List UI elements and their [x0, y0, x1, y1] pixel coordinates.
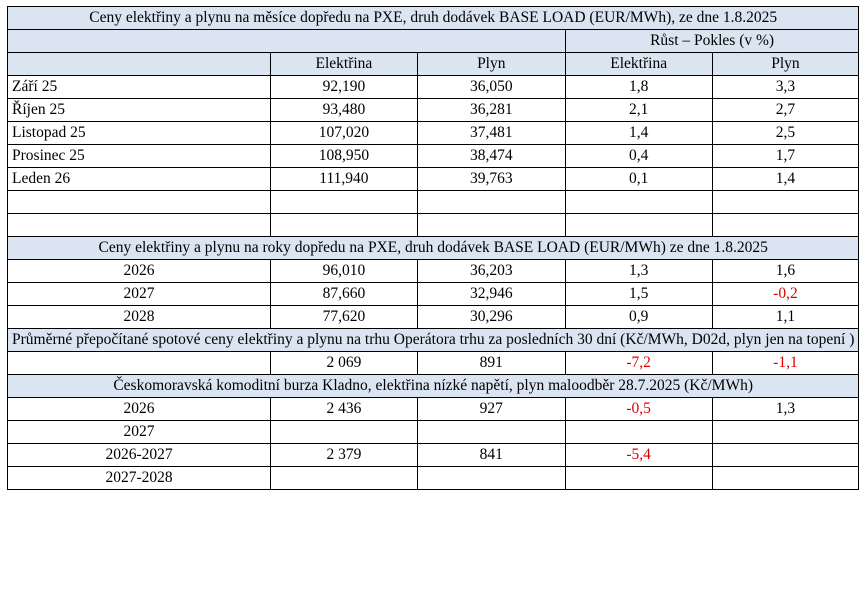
- table-row: [8, 444, 859, 467]
- empty-cell: [271, 191, 418, 214]
- gas-value: 36,281: [417, 99, 565, 122]
- electricity-value: 2 379: [271, 444, 418, 467]
- growth-electricity-value: 1,8: [565, 76, 712, 99]
- empty-cell: [417, 214, 565, 237]
- row-label: 2026: [8, 398, 271, 421]
- empty-cell: [417, 191, 565, 214]
- header-label-spacer: [8, 53, 271, 76]
- section4-title-row: [8, 375, 859, 398]
- empty-cell: [8, 191, 271, 214]
- empty-cell: [8, 214, 271, 237]
- growth-gas-value: [712, 421, 859, 444]
- electricity-value: 108,950: [271, 145, 418, 168]
- gas-value: 32,946: [417, 283, 565, 306]
- row-label: 2026: [8, 260, 271, 283]
- growth-gas-value: 2,5: [712, 122, 859, 145]
- col-growth-electricity-header: Elektřina: [565, 53, 712, 76]
- electricity-value: [271, 421, 418, 444]
- section3-title: Průměrné přepočítané spotové ceny elektřiny a plynu na trhu Operátora trhu za posledních 30 dní (Kč/MWh, D02d, plyn jen na topení ): [8, 329, 859, 352]
- electricity-value: 2 069: [271, 352, 418, 375]
- table-row: [8, 283, 859, 306]
- section2-title-row: [8, 237, 859, 260]
- gas-value: 37,481: [417, 122, 565, 145]
- electricity-value: 2 436: [271, 398, 418, 421]
- section1-title: Ceny elektřiny a plynu na měsíce dopředu na PXE, druh dodávek BASE LOAD (EUR/MWh), ze dne 1.8.2025: [8, 7, 859, 30]
- table-row: [8, 145, 859, 168]
- electricity-value: 87,660: [271, 283, 418, 306]
- empty-cell: [712, 191, 859, 214]
- growth-electricity-value: 0,4: [565, 145, 712, 168]
- row-label: 2027: [8, 283, 271, 306]
- electricity-value: 77,620: [271, 306, 418, 329]
- energy-prices-table: [7, 6, 859, 490]
- growth-gas-value: [712, 467, 859, 490]
- growth-electricity-value: 0,9: [565, 306, 712, 329]
- growth-gas-value: 1,3: [712, 398, 859, 421]
- growth-electricity-value: -7,2: [565, 352, 712, 375]
- table-row: [8, 421, 859, 444]
- col-gas-header: Plyn: [417, 53, 565, 76]
- growth-gas-value: 1,1: [712, 306, 859, 329]
- electricity-value: 92,190: [271, 76, 418, 99]
- table-row: [8, 352, 859, 375]
- growth-gas-value: -0,2: [712, 283, 859, 306]
- col-growth-gas-header: Plyn: [712, 53, 859, 76]
- growth-electricity-value: 1,4: [565, 122, 712, 145]
- table-row: [8, 398, 859, 421]
- table-row: [8, 306, 859, 329]
- empty-cell: [565, 191, 712, 214]
- table-row: [8, 99, 859, 122]
- growth-electricity-value: 2,1: [565, 99, 712, 122]
- gas-value: 36,050: [417, 76, 565, 99]
- growth-electricity-value: -5,4: [565, 444, 712, 467]
- section4-title: Českomoravská komoditní burza Kladno, elektřina nízké napětí, plyn maloodběr 28.7.2025 (Kč/MWh): [8, 375, 859, 398]
- row-label: 2028: [8, 306, 271, 329]
- electricity-value: 93,480: [271, 99, 418, 122]
- gas-value: 38,474: [417, 145, 565, 168]
- section2-title: Ceny elektřiny a plynu na roky dopředu na PXE, druh dodávek BASE LOAD (EUR/MWh) ze dne 1.8.2025: [8, 237, 859, 260]
- growth-gas-value: 3,3: [712, 76, 859, 99]
- section3-title-row: [8, 329, 859, 352]
- row-label: Leden 26: [8, 168, 271, 191]
- gas-value: [417, 467, 565, 490]
- table-row: [8, 260, 859, 283]
- gas-value: 30,296: [417, 306, 565, 329]
- table-row: [8, 76, 859, 99]
- col-electricity-header: Elektřina: [271, 53, 418, 76]
- empty-cell: [712, 214, 859, 237]
- growth-electricity-value: 0,1: [565, 168, 712, 191]
- section1-growth-header-row: [8, 30, 859, 53]
- electricity-value: 111,940: [271, 168, 418, 191]
- empty-row: [8, 191, 859, 214]
- growth-header: Růst – Pokles (v %): [565, 30, 859, 53]
- section1-title-row: [8, 7, 859, 30]
- row-label: Listopad 25: [8, 122, 271, 145]
- growth-gas-value: -1,1: [712, 352, 859, 375]
- table-row: [8, 122, 859, 145]
- row-label: Prosinec 25: [8, 145, 271, 168]
- growth-electricity-value: 1,3: [565, 260, 712, 283]
- gas-value: 891: [417, 352, 565, 375]
- empty-cell: [271, 214, 418, 237]
- gas-value: 841: [417, 444, 565, 467]
- row-label: Září 25: [8, 76, 271, 99]
- header-spacer: [8, 30, 566, 53]
- growth-gas-value: [712, 444, 859, 467]
- growth-electricity-value: [565, 421, 712, 444]
- table-row: [8, 168, 859, 191]
- growth-gas-value: 2,7: [712, 99, 859, 122]
- empty-cell: [565, 214, 712, 237]
- electricity-value: 96,010: [271, 260, 418, 283]
- growth-gas-value: 1,4: [712, 168, 859, 191]
- growth-gas-value: 1,7: [712, 145, 859, 168]
- gas-value: [417, 421, 565, 444]
- empty-row: [8, 214, 859, 237]
- row-label: 2026-2027: [8, 444, 271, 467]
- growth-electricity-value: 1,5: [565, 283, 712, 306]
- row-label: [8, 352, 271, 375]
- growth-electricity-value: [565, 467, 712, 490]
- electricity-value: [271, 467, 418, 490]
- row-label: Říjen 25: [8, 99, 271, 122]
- section1-column-header-row: [8, 53, 859, 76]
- row-label: 2027-2028: [8, 467, 271, 490]
- row-label: 2027: [8, 421, 271, 444]
- electricity-value: 107,020: [271, 122, 418, 145]
- table-row: [8, 467, 859, 490]
- gas-value: 39,763: [417, 168, 565, 191]
- gas-value: 927: [417, 398, 565, 421]
- growth-electricity-value: -0,5: [565, 398, 712, 421]
- growth-gas-value: 1,6: [712, 260, 859, 283]
- gas-value: 36,203: [417, 260, 565, 283]
